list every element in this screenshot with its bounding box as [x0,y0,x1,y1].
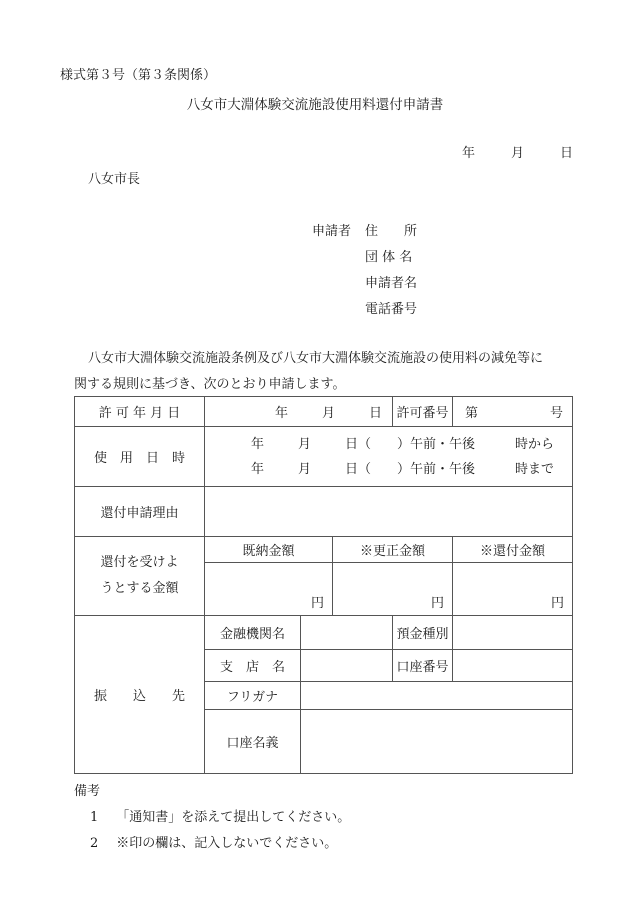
transfer-label: 振 込 先 [75,615,205,773]
address-label: 住 所 [365,224,418,239]
permit-date-label: 許 可 年 月 日 [75,397,205,427]
use-datetime-value[interactable] [205,427,573,487]
refund-amount-label: 還付を受けよ うとする金額 [75,537,205,615]
account-number-label: 口座番号 [393,649,453,681]
refund-amount-header: ※還付金額 [453,537,573,563]
account-number-value[interactable] [453,649,573,681]
phone-label: 電話番号 [365,302,418,317]
furigana-value[interactable] [301,681,573,709]
document-title: 八女市大淵体験交流施設使用料還付申請書 [186,97,444,113]
applicant-name-label: 申請者名 [365,276,418,291]
corrected-amount-value[interactable]: 円 [333,563,453,615]
corrected-amount-label: ※更正金額 [333,537,453,563]
paid-amount-value[interactable]: 円 [205,563,333,615]
use-from-line: 年 月 日（ ）午前・午後 時から [251,436,555,452]
date-month: 月 [511,146,525,161]
refund-reason-label: 還付申請理由 [75,487,205,537]
use-to-line: 年 月 日（ ）午前・午後 時まで [251,461,555,477]
permit-number-value[interactable]: 第 号 [453,397,573,427]
notes-title: 備考 [74,784,101,799]
account-holder-value[interactable] [301,709,573,773]
account-holder-label: 口座名義 [205,709,301,773]
form-number: 様式第３号（第３条関係） [60,68,217,83]
bank-name-label: 金融機関名 [205,615,301,649]
note-item: 2 ※印の欄は、記入しないでください。 [90,836,338,851]
furigana-label: フリガナ [205,681,301,709]
organization-label: 団 体 名 [365,250,413,265]
refund-reason-value[interactable] [205,487,573,537]
paid-amount-label: 既納金額 [205,537,333,563]
applicant-label: 申請者 [312,224,352,239]
application-date [462,142,573,161]
branch-value[interactable] [301,649,393,681]
permit-number-label: 許可番号 [393,397,453,427]
application-table [74,396,573,774]
addressee: 八女市長 [88,172,141,187]
use-datetime-label: 使 用 日 時 [75,427,205,487]
date-year: 年 [462,146,476,161]
deposit-type-label: 預金種別 [393,615,453,649]
statement-line-2: 関する規則に基づき、次のとおり申請します。 [74,377,346,392]
date-day: 日 [560,146,574,161]
permit-date-value[interactable]: 年 月 日 [205,397,393,427]
note-item: 1 「通知書」を添えて提出してください。 [90,810,351,825]
refund-amount-value[interactable]: 円 [453,563,573,615]
deposit-type-value[interactable] [453,615,573,649]
branch-label: 支 店 名 [205,649,301,681]
application-statement [74,346,578,398]
bank-name-value[interactable] [301,615,393,649]
statement-line-1: 八女市大淵体験交流施設条例及び八女市大淵体験交流施設の使用料の減免等に [88,351,544,366]
